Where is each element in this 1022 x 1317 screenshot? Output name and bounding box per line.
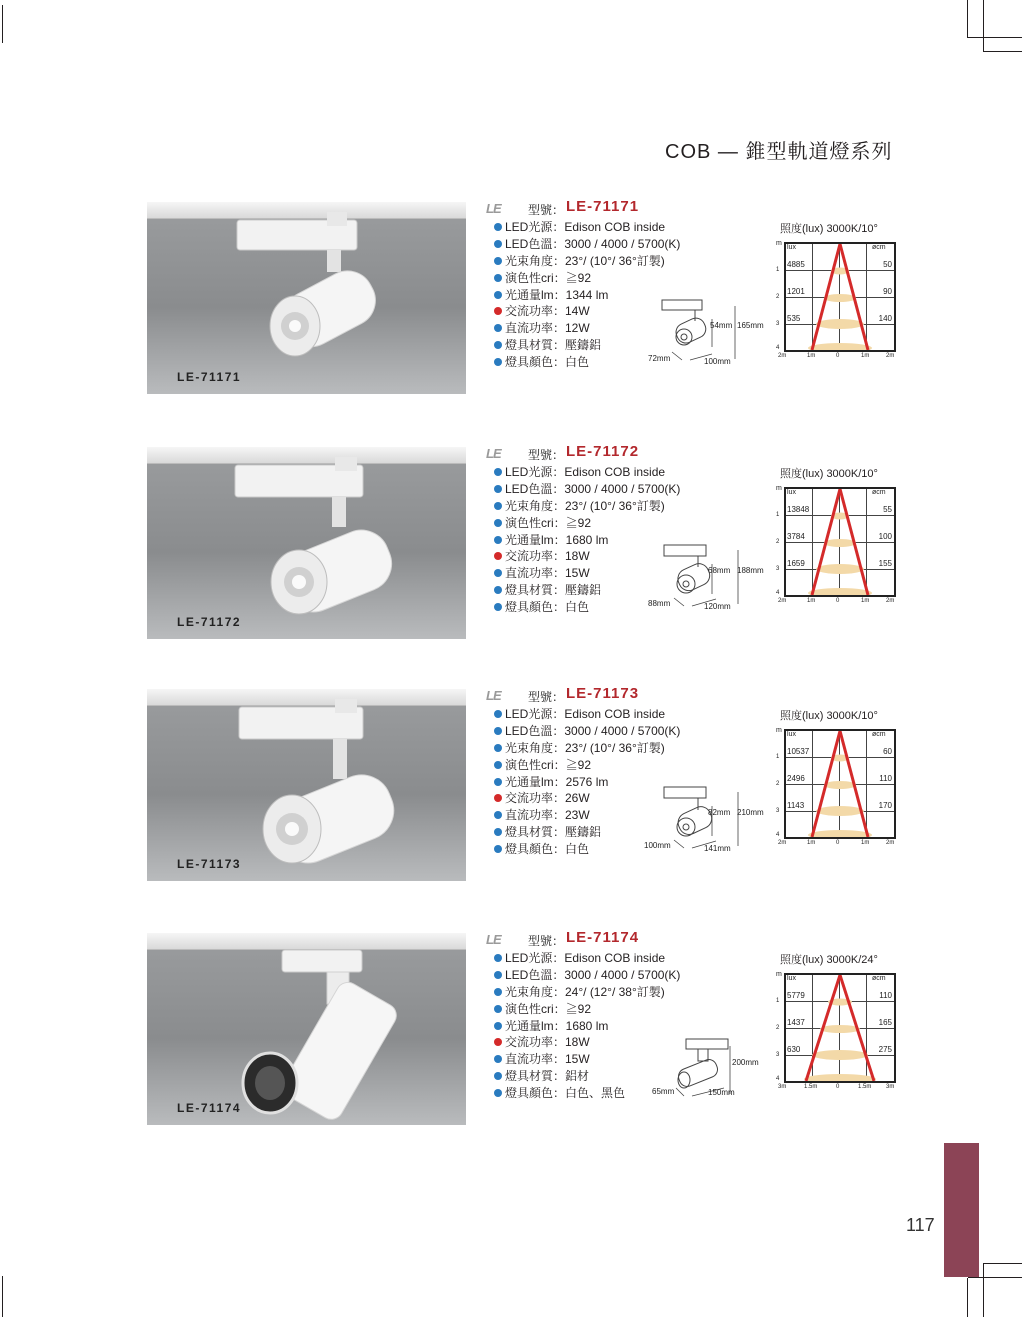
lux-value: 10537 bbox=[787, 747, 810, 756]
photometric-chart bbox=[774, 465, 896, 615]
product-block bbox=[0, 929, 1022, 1133]
x-tick: 2m bbox=[886, 353, 895, 359]
bullet-icon bbox=[494, 324, 502, 332]
lux-value: 630 bbox=[787, 1045, 801, 1054]
bullet-icon bbox=[494, 778, 502, 786]
photometric-grid bbox=[784, 729, 896, 839]
x-tick: 0 bbox=[836, 353, 840, 359]
dim-length: 141mm bbox=[704, 844, 731, 853]
x-tick: 1m bbox=[861, 353, 870, 359]
bullet-icon bbox=[494, 257, 502, 265]
bullet-icon bbox=[494, 240, 502, 248]
spec-item: 燈具材質：壓鑄鋁 bbox=[486, 582, 776, 599]
bullet-icon bbox=[494, 586, 502, 594]
brand-logo: LE bbox=[486, 688, 501, 703]
spec-item: 直流功率：15W bbox=[486, 565, 776, 582]
bullet-icon bbox=[494, 988, 502, 996]
row-label: 3 bbox=[776, 1052, 780, 1058]
x-tick: 2m bbox=[886, 598, 895, 604]
spec-item: 光通量lm：1344 lm bbox=[486, 287, 776, 304]
bullet-icon bbox=[494, 1072, 502, 1080]
diameter-value: 55 bbox=[883, 505, 892, 514]
x-tick: 1m bbox=[861, 598, 870, 604]
dimension-drawing bbox=[640, 1036, 775, 1106]
product-photo bbox=[147, 933, 466, 1125]
x-tick: 2m bbox=[778, 353, 787, 359]
bullet-icon bbox=[494, 358, 502, 366]
photometric-title: 照度(lux) 3000K/10° bbox=[780, 710, 878, 722]
x-tick: 2m bbox=[886, 840, 895, 846]
spec-item: LED色溫：3000 / 4000 / 5700(K) bbox=[486, 967, 776, 984]
model-label: 型號： bbox=[528, 690, 565, 704]
page-title: COB — 錐型軌道燈系列 bbox=[665, 141, 893, 163]
dia-header: øcm bbox=[872, 244, 886, 251]
x-tick: 0 bbox=[836, 840, 840, 846]
dim-dia: 82mm bbox=[708, 808, 731, 817]
dim-width: 65mm bbox=[652, 1087, 675, 1096]
spec-item: 直流功率：15W bbox=[486, 1051, 776, 1068]
x-tick: 0 bbox=[836, 1084, 840, 1090]
row-label: 1 bbox=[776, 267, 780, 273]
section-tab bbox=[944, 1143, 979, 1277]
row-label: 3 bbox=[776, 566, 780, 572]
spec-item: 光束角度：24°/ (12°/ 38°訂製) bbox=[486, 984, 776, 1001]
diameter-value: 110 bbox=[879, 774, 892, 783]
track-light-image bbox=[147, 447, 466, 639]
spec-item: 直流功率：23W bbox=[486, 807, 776, 824]
spec-item: 交流功率：18W bbox=[486, 1034, 776, 1051]
bullet-icon bbox=[494, 1089, 502, 1097]
dia-header: øcm bbox=[872, 975, 886, 982]
diameter-value: 165 bbox=[878, 1018, 892, 1027]
track-light-image bbox=[147, 689, 466, 881]
x-tick: 2m bbox=[778, 598, 787, 604]
crop-mark bbox=[983, 1263, 984, 1317]
product-block bbox=[0, 685, 1022, 889]
model-row bbox=[486, 199, 776, 219]
photo-caption: LE-71174 bbox=[177, 1101, 242, 1115]
bullet-icon bbox=[494, 1022, 502, 1030]
lux-value: 1659 bbox=[787, 559, 805, 568]
spec-item: 演色性cri：≧92 bbox=[486, 757, 776, 774]
spec-item: LED色溫：3000 / 4000 / 5700(K) bbox=[486, 236, 776, 253]
model-row bbox=[486, 444, 776, 464]
row-label: 4 bbox=[776, 1076, 780, 1082]
dia-header: øcm bbox=[872, 731, 886, 738]
model-label: 型號： bbox=[528, 448, 565, 462]
photometric-chart bbox=[774, 951, 896, 1101]
dim-width: 88mm bbox=[648, 599, 671, 608]
diameter-value: 110 bbox=[879, 991, 892, 1000]
x-tick: 0 bbox=[836, 598, 840, 604]
spec-item: 光束角度：23°/ (10°/ 36°訂製) bbox=[486, 253, 776, 270]
axis-unit: m bbox=[776, 727, 782, 734]
spec-item: LED光源：Edison COB inside bbox=[486, 464, 776, 481]
product-photo bbox=[147, 447, 466, 639]
lux-header: lux bbox=[787, 489, 796, 496]
photometric-title: 照度(lux) 3000K/10° bbox=[780, 223, 878, 235]
bullet-icon bbox=[494, 954, 502, 962]
spec-item: 光通量lm：1680 lm bbox=[486, 1018, 776, 1035]
bullet-icon bbox=[494, 845, 502, 853]
row-label: 4 bbox=[776, 832, 780, 838]
bullet-icon bbox=[494, 1038, 502, 1046]
bullet-icon bbox=[494, 502, 502, 510]
lux-value: 13848 bbox=[787, 505, 810, 514]
model-code: LE-71171 bbox=[566, 198, 640, 215]
spec-item: 演色性cri：≧92 bbox=[486, 515, 776, 532]
bullet-icon bbox=[494, 307, 502, 315]
dim-dia: 54mm bbox=[710, 321, 733, 330]
diameter-value: 155 bbox=[878, 559, 892, 568]
bullet-icon bbox=[494, 828, 502, 836]
row-label: 4 bbox=[776, 590, 780, 596]
bullet-icon bbox=[494, 291, 502, 299]
crop-mark bbox=[983, 51, 1022, 52]
dim-length: 120mm bbox=[704, 602, 731, 611]
spec-item: 交流功率：26W bbox=[486, 790, 776, 807]
x-tick: 2m bbox=[778, 840, 787, 846]
brand-logo: LE bbox=[486, 446, 501, 461]
row-label: 4 bbox=[776, 345, 780, 351]
lux-header: lux bbox=[787, 975, 796, 982]
spec-item: 燈具材質：鋁材 bbox=[486, 1068, 776, 1085]
diameter-value: 60 bbox=[883, 747, 892, 756]
model-row bbox=[486, 686, 776, 706]
crop-mark bbox=[968, 1277, 1022, 1278]
photometric-chart bbox=[774, 220, 896, 370]
bullet-icon bbox=[494, 971, 502, 979]
dia-header: øcm bbox=[872, 489, 886, 496]
spec-item: 燈具顏色：白色、黑色 bbox=[486, 1085, 776, 1102]
row-label: 1 bbox=[776, 512, 780, 518]
diameter-value: 100 bbox=[878, 532, 892, 541]
diameter-value: 90 bbox=[883, 287, 892, 296]
photometric-title: 照度(lux) 3000K/10° bbox=[780, 468, 878, 480]
crop-mark bbox=[2, 1276, 3, 1317]
row-label: 3 bbox=[776, 808, 780, 814]
bullet-icon bbox=[494, 1055, 502, 1063]
axis-unit: m bbox=[776, 240, 782, 247]
row-label: 1 bbox=[776, 998, 780, 1004]
bullet-icon bbox=[494, 603, 502, 611]
spec-item: 燈具顏色：白色 bbox=[486, 599, 776, 616]
crop-mark bbox=[967, 0, 968, 38]
product-photo bbox=[147, 202, 466, 394]
bullet-icon bbox=[494, 552, 502, 560]
spec-item: LED光源：Edison COB inside bbox=[486, 950, 776, 967]
lux-value: 1201 bbox=[787, 287, 805, 296]
dimension-drawing bbox=[640, 297, 775, 367]
model-code: LE-71173 bbox=[566, 685, 640, 702]
bullet-icon bbox=[494, 341, 502, 349]
row-label: 3 bbox=[776, 321, 780, 327]
axis-unit: m bbox=[776, 485, 782, 492]
dim-length: 150mm bbox=[708, 1088, 735, 1097]
photometric-grid bbox=[784, 973, 896, 1083]
row-label: 2 bbox=[776, 294, 780, 300]
bullet-icon bbox=[494, 744, 502, 752]
spec-item: LED色溫：3000 / 4000 / 5700(K) bbox=[486, 481, 776, 498]
x-tick: 1m bbox=[807, 598, 816, 604]
spec-item: 交流功率：18W bbox=[486, 548, 776, 565]
product-block bbox=[0, 443, 1022, 647]
row-label: 1 bbox=[776, 754, 780, 760]
dim-width: 72mm bbox=[648, 354, 671, 363]
diameter-value: 275 bbox=[878, 1045, 892, 1054]
photometric-grid bbox=[784, 487, 896, 597]
x-tick: 1.5m bbox=[858, 1084, 872, 1090]
dim-height: 188mm bbox=[737, 566, 764, 575]
dim-width: 100mm bbox=[644, 841, 671, 850]
dim-length: 100mm bbox=[704, 357, 731, 366]
bullet-icon bbox=[494, 519, 502, 527]
spec-item: 直流功率：12W bbox=[486, 320, 776, 337]
crop-mark bbox=[2, 5, 3, 43]
diameter-value: 170 bbox=[878, 801, 892, 810]
lux-header: lux bbox=[787, 731, 796, 738]
lux-value: 1437 bbox=[787, 1018, 805, 1027]
photo-caption: LE-71172 bbox=[177, 615, 242, 629]
dimension-drawing bbox=[640, 542, 775, 612]
dim-height: 165mm bbox=[737, 321, 764, 330]
photometric-title: 照度(lux) 3000K/24° bbox=[780, 954, 878, 966]
row-label: 2 bbox=[776, 539, 780, 545]
brand-logo: LE bbox=[486, 201, 501, 216]
crop-mark bbox=[967, 1278, 968, 1317]
lux-value: 3784 bbox=[787, 532, 805, 541]
dim-height: 210mm bbox=[737, 808, 764, 817]
x-tick: 1.5m bbox=[804, 1084, 818, 1090]
product-block bbox=[0, 198, 1022, 402]
lux-value: 1143 bbox=[787, 801, 805, 810]
spec-item: 演色性cri：≧92 bbox=[486, 1001, 776, 1018]
spec-item: 燈具材質：壓鑄鋁 bbox=[486, 824, 776, 841]
diameter-value: 140 bbox=[878, 314, 892, 323]
spec-item: 光通量lm：1680 lm bbox=[486, 532, 776, 549]
dim-dia: 68mm bbox=[708, 566, 731, 575]
lux-header: lux bbox=[787, 244, 796, 251]
bullet-icon bbox=[494, 794, 502, 802]
bullet-icon bbox=[494, 710, 502, 718]
spec-item: 光通量lm：2576 lm bbox=[486, 774, 776, 791]
bullet-icon bbox=[494, 223, 502, 231]
brand-logo: LE bbox=[486, 932, 501, 947]
lux-value: 4885 bbox=[787, 260, 805, 269]
spec-item: LED色溫：3000 / 4000 / 5700(K) bbox=[486, 723, 776, 740]
track-light-image bbox=[147, 933, 466, 1125]
model-code: LE-71174 bbox=[566, 929, 640, 946]
spec-item: 燈具顏色：白色 bbox=[486, 841, 776, 858]
spec-item: LED光源：Edison COB inside bbox=[486, 706, 776, 723]
axis-unit: m bbox=[776, 971, 782, 978]
x-tick: 1m bbox=[807, 840, 816, 846]
spec-item: 光束角度：23°/ (10°/ 36°訂製) bbox=[486, 740, 776, 757]
spec-item: 交流功率：14W bbox=[486, 303, 776, 320]
crop-mark bbox=[983, 1263, 1022, 1264]
spec-item: LED光源：Edison COB inside bbox=[486, 219, 776, 236]
bullet-icon bbox=[494, 761, 502, 769]
lux-value: 5779 bbox=[787, 991, 805, 1000]
model-label: 型號： bbox=[528, 203, 565, 217]
x-tick: 1m bbox=[807, 353, 816, 359]
row-label: 2 bbox=[776, 1025, 780, 1031]
photo-caption: LE-71171 bbox=[177, 370, 242, 384]
photometric-grid bbox=[784, 242, 896, 352]
model-label: 型號： bbox=[528, 934, 565, 948]
crop-mark bbox=[983, 0, 984, 52]
bullet-icon bbox=[494, 485, 502, 493]
model-code: LE-71172 bbox=[566, 443, 640, 460]
crop-mark bbox=[968, 37, 1022, 38]
track-light-image bbox=[147, 202, 466, 394]
photometric-chart bbox=[774, 707, 896, 857]
spec-item: 光束角度：23°/ (10°/ 36°訂製) bbox=[486, 498, 776, 515]
bullet-icon bbox=[494, 274, 502, 282]
x-tick: 3m bbox=[886, 1084, 895, 1090]
x-tick: 3m bbox=[778, 1084, 787, 1090]
spec-item: 演色性cri：≧92 bbox=[486, 270, 776, 287]
lux-value: 2496 bbox=[787, 774, 805, 783]
x-tick: 1m bbox=[861, 840, 870, 846]
spec-item: 燈具顏色：白色 bbox=[486, 354, 776, 371]
lux-value: 535 bbox=[787, 314, 801, 323]
photo-caption: LE-71173 bbox=[177, 857, 242, 871]
row-label: 2 bbox=[776, 781, 780, 787]
page-number: 117 bbox=[906, 1215, 935, 1235]
dim-height: 200mm bbox=[732, 1058, 759, 1067]
spec-item: 燈具材質：壓鑄鋁 bbox=[486, 337, 776, 354]
bullet-icon bbox=[494, 727, 502, 735]
model-row bbox=[486, 930, 776, 950]
bullet-icon bbox=[494, 811, 502, 819]
dimension-drawing bbox=[640, 784, 775, 854]
bullet-icon bbox=[494, 536, 502, 544]
bullet-icon bbox=[494, 569, 502, 577]
bullet-icon bbox=[494, 1005, 502, 1013]
diameter-value: 50 bbox=[883, 260, 892, 269]
product-photo bbox=[147, 689, 466, 881]
bullet-icon bbox=[494, 468, 502, 476]
